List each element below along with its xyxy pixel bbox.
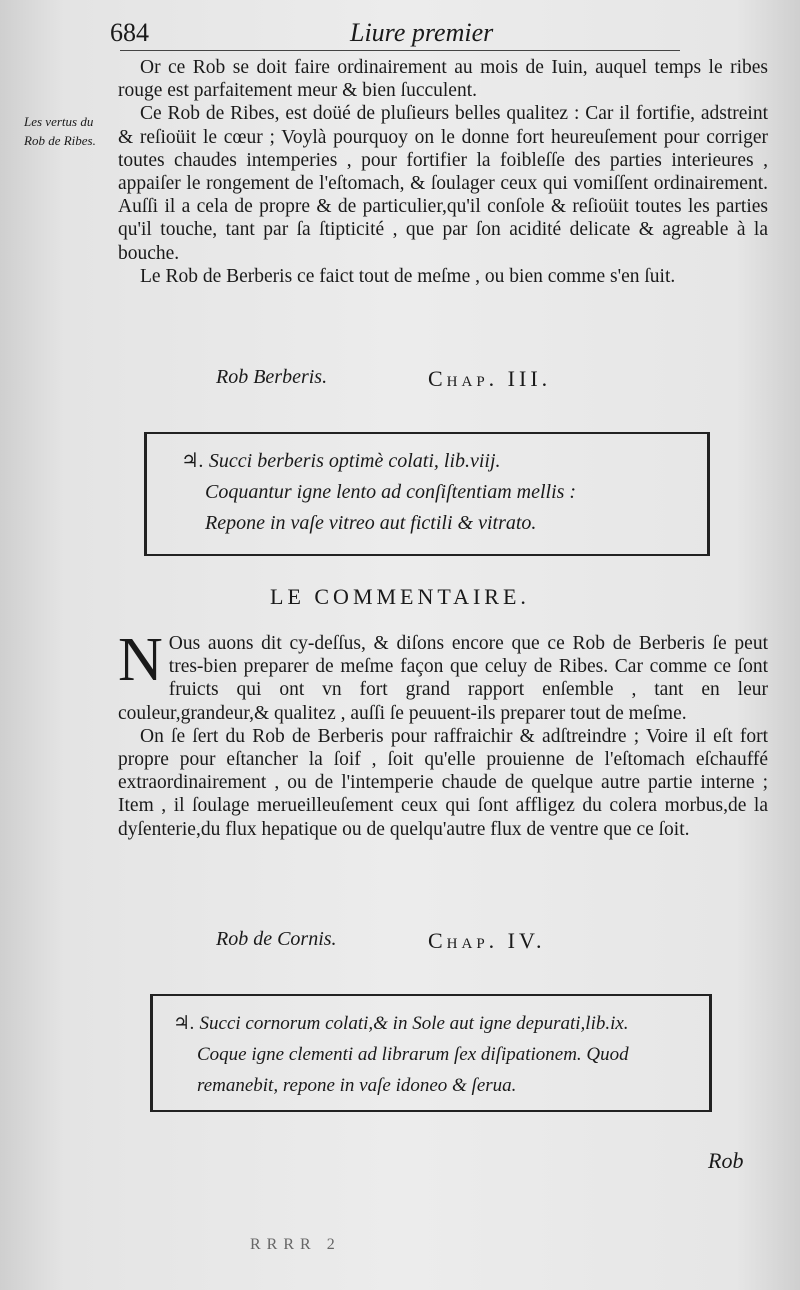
running-title: Liure premier [350,18,494,47]
commentary-text [118,626,768,841]
chapter-3-label: Chap. III. [428,366,552,391]
margin-note: Les vertus du Rob de Ribes. [24,114,96,148]
recipe-4-line-3: remanebit, repone in vaſe idoneo & ſerua. [197,1075,517,1096]
page-header [110,18,790,52]
recipe-3-line-1: ♃. Succi berberis optimè colati, lib.viij. [181,450,501,472]
recipe-3-line-3: Repone in vaſe vitreo aut fictili & vitrato. [205,512,537,534]
recipe-4-line-2: Coque igne clementi ad librarum ſex diſipationem. Quod [197,1044,629,1065]
commentary-paragraph-1 [118,626,768,725]
opening-text [118,56,768,288]
paragraph-1: Or ce Rob se doit faire ordinairement au mois de Iuin, auquel temps le ribes rouge est parfaitement meur & bien ſucculent. [118,57,768,102]
page-number: 684 [110,18,149,47]
signature-mark: RRRR 2 [250,1236,341,1253]
recipe-box-3 [144,432,710,556]
chapter-3-rob: Rob Berberis. [216,366,328,388]
chapter-4-label: Chap. IV. [428,928,546,953]
header-rule [120,50,680,51]
catchword: Rob [708,1148,744,1173]
recipe-4-line-1: ♃. Succi cornorum colati,& in Sole aut igne depurati,lib.ix. [173,1013,629,1034]
commentary-paragraph-1-text: Ous auons dit cy-deſſus, & diſons encore que ce Rob de Berberis ſe peut tres-bien preparer de meſme façon que celuy de Ribes. Car comme ce ſont fruicts qui ont vn fort grand rapport enſemble , tant en leur couleur,grandeur,& qualitez , auſſi ſe peuuent-ils preparer tout de meſme. [118,633,768,724]
recipe-3-line-2: Coquantur igne lento ad conſiſtentiam mellis : [205,481,577,503]
chapter-4-heading [150,928,670,962]
paragraph-2: Ce Rob de Ribes, est doüé de pluſieurs belles qualitez : Car il fortifie, adstreint & reſioüit le cœur ; Voylà pourquoy on le donne fort heureuſement pour corriger toutes chaudes intemperies , pour fortifier la foibleſſe des parties interieures , appaiſer le rongement de l'eſtomach, & ſoulager ceux qui vomiſſent ordinairement. Auſſi il a cela de propre & de particulier,qu'il conſole & reſioüit toutes les parties qu'il touche, tant par ſa ſtipticité , que par ſon acidité delicate & agreable à la bouche. [118,103,768,264]
commentary-paragraph-2: On ſe ſert du Rob de Berberis pour raffraichir & adſtreindre ; Voire il eſt fort propre pour eſtancher la ſoif , ſoit qu'elle prouienne de l'eſtomach eſchauffé extraordinairement , ou de l'intemperie chaude de quelque autre partie interne ; Item , il ſoulage merueilleuſement ceux qui ſont affligez du colera morbus,de la dyſenterie,du flux hepatique ou de quelqu'autre flux de ventre que ce ſoit. [118,725,768,840]
recipe-box-4 [150,994,712,1112]
chapter-4-rob: Rob de Cornis. [216,928,337,950]
commentary-title: LE COMMENTAIRE. [270,584,530,609]
chapter-3-heading [150,366,670,400]
paragraph-3: Le Rob de Berberis ce faict tout de meſme , ou bien comme s'en ſuit. [140,265,676,287]
drop-cap: N [118,626,163,694]
